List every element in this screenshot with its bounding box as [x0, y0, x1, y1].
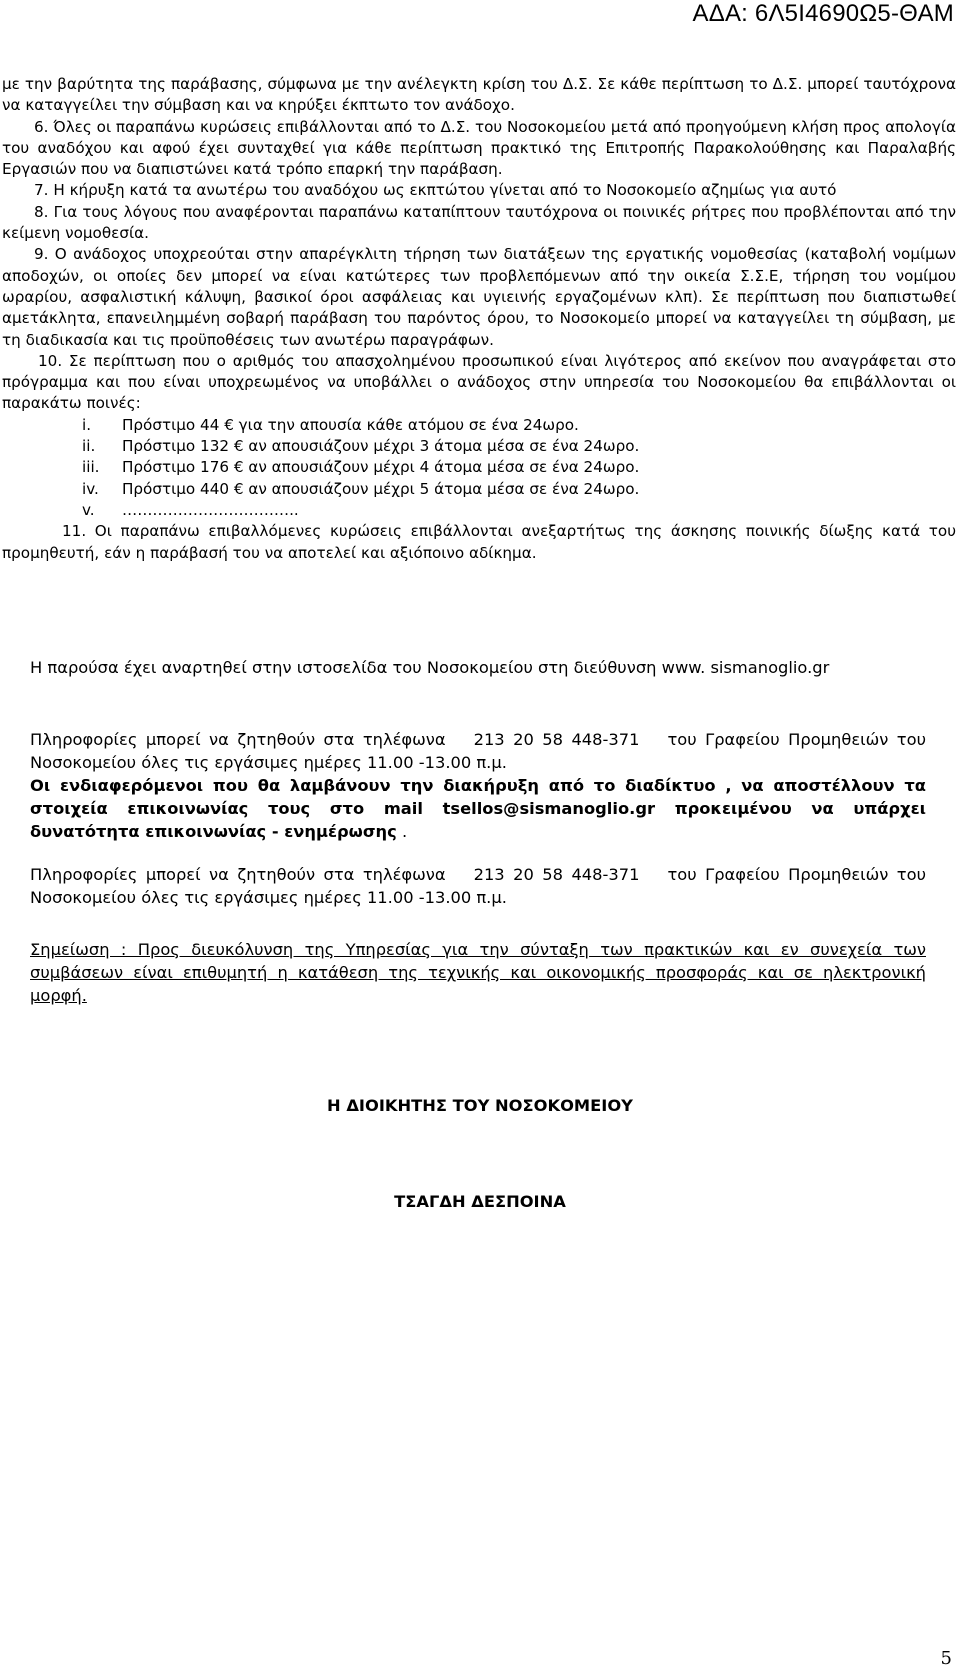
- info-tail: του Γραφείου Προμηθειών του Νοσοκομείου όλες τις εργάσιμες ημέρες 11.00 -13.00 π.μ.: [30, 865, 926, 907]
- list-item: [2, 415, 956, 436]
- info-lead: Πληροφορίες μπορεί να ζητηθούν στα τηλέφωνα: [30, 730, 446, 749]
- penalty-list: [2, 415, 956, 521]
- paragraph-7: 7. Η κήρυξη κατά τα ανωτέρω του αναδόχου ως εκπτώτου γίνεται από το Νοσοκομείο αζημίως για αυτό: [34, 181, 837, 200]
- list-item: [2, 436, 956, 457]
- list-item-number: i.: [82, 415, 92, 434]
- interested-notice: [30, 774, 926, 843]
- list-item-text: Πρόστιμο 176 € αν απουσιάζουν μέχρι 4 άτομα μέσα σε ένα 24ωρο.: [122, 458, 640, 477]
- list-item-text: Πρόστιμο 132 € αν απουσιάζουν μέχρι 3 άτομα μέσα σε ένα 24ωρο.: [122, 437, 640, 456]
- list-item-text: Πρόστιμο 440 € αν απουσιάζουν μέχρι 5 άτομα μέσα σε ένα 24ωρο.: [122, 479, 640, 498]
- info-text: [30, 728, 926, 774]
- note-text: Σημείωση : Προς διευκόλυνση της Υπηρεσίας για την σύνταξη των πρακτικών και εν συνεχεία των συμβάσεων είναι επιθυμητή η κατάθεση της τεχνικής και οικονομικής προσφοράς και σε ηλεκτρονική μορφή.: [30, 940, 926, 1005]
- list-item-text: Πρόστιμο 44 € για την απουσία κάθε ατόμου σε ένα 24ωρο.: [122, 415, 579, 434]
- list-item-number: iv.: [82, 479, 99, 498]
- ada-code: ΑΔΑ: 6Λ5Ι4690Ω5-ΘΑΜ: [692, 0, 954, 27]
- info-phone: 213 20 58 448-371: [473, 730, 640, 749]
- list-item-number: iii.: [82, 458, 100, 477]
- info-block-1: [30, 728, 926, 843]
- interested-bold: Οι ενδιαφερόμενοι που θα λαμβάνουν την διακήρυξη από το διαδίκτυο , να αποστέλλουν τα στοιχεία επικοινωνίας τους στο mail tsellos@sismanoglio.gr προκειμένου να υπάρχει δυνατότητα επικοινωνίας - ενημέρωσης: [30, 776, 926, 841]
- interested-tail: .: [396, 822, 408, 841]
- info-block-2: [30, 863, 926, 909]
- paragraph-9: 9. Ο ανάδοχος υποχρεούται στην απαρέγκλιτη τήρηση των διατάξεων της εργατικής νομοθεσίας (καταβολή νομίμων αποδοχών, οι οποίες δεν μπορεί να είναι κατώτερες των προβλεπόμενων από την οικεία Σ.Σ.Ε, τήρηση του νομίμου ωραρίου, ασφαλιστική κάλυψη, βασικοί όροι ασφάλειας και υγιεινής εργαζομένων κλπ). Σε περίπτωση που διαπιστωθεί αμετάκλητα, επανειλημμένη σοβαρή παράβαση του παρόντος όρου, το Νοσοκομείο μπορεί να καταγγείλει τη σύμβαση, με τη διαδικασία και τις προϋποθέσεις των ανωτέρω παραγράφων.: [2, 245, 956, 349]
- list-item: [2, 479, 956, 500]
- posting-text: Η παρούσα έχει αναρτηθεί στην ιστοσελίδα του Νοσοκομείου στη διεύθυνση www. sismanoglio.gr: [30, 658, 830, 677]
- signatory-name: ΤΣΑΓΔΗ ΔΕΣΠΟΙΝΑ: [394, 1192, 566, 1211]
- page-number: 5: [940, 1648, 952, 1669]
- paragraph-6: 6. Όλες οι παραπάνω κυρώσεις επιβάλλονται από το Δ.Σ. του Νοσοκομείου μετά από προηγούμενη κλήση προς απολογία του αναδόχου και αφού έχει συνταχθεί για κάθε περίπτωση πρακτικό της Επιτροπής Παρακολούθησης και Παραλαβής Εργασιών που να διαπιστώνει κατά τρόπο επαρκή την παράβαση.: [2, 117, 956, 179]
- list-item-text: ……………………………..: [122, 500, 299, 519]
- info-lead: Πληροφορίες μπορεί να ζητηθούν στα τηλέφωνα: [30, 865, 446, 884]
- info-tail: του Γραφείου Προμηθειών του Νοσοκομείου όλες τις εργάσιμες ημέρες 11.00 -13.00 π.μ.: [30, 730, 926, 772]
- note-block: [30, 938, 926, 1007]
- terms-body: [2, 74, 956, 564]
- list-item: [2, 500, 956, 521]
- paragraph-intro: με την βαρύτητα της παράβασης, σύμφωνα με την ανέλεγκτη κρίση του Δ.Σ. Σε κάθε περίπτωση το Δ.Σ. μπορεί ταυτόχρονα να καταγγείλει την σύμβαση και να κηρύξει έκπτωτο τον ανάδοχο.: [2, 75, 956, 115]
- info-phone: 213 20 58 448-371: [473, 865, 640, 884]
- list-item-number: ii.: [82, 437, 96, 456]
- list-item-number: v.: [82, 500, 95, 519]
- paragraph-11: 11. Οι παραπάνω επιβαλλόμενες κυρώσεις επιβάλλονται ανεξαρτήτως της άσκησης ποινικής δίωξης κατά του προμηθευτή, εάν η παράβασή του να αποτελεί και αξιόποινο αδίκημα.: [2, 522, 956, 562]
- signatory-title: Η ΔΙΟΙΚΗΤΗΣ ΤΟΥ ΝΟΣΟΚΟΜΕΙΟΥ: [327, 1096, 633, 1115]
- info-text: [30, 863, 926, 909]
- list-item: [2, 457, 956, 478]
- paragraph-10: 10. Σε περίπτωση που ο αριθμός του απασχολημένου προσωπικού είναι λιγότερος από εκείνον που αναγράφεται στο πρόγραμμα και που είναι υποχρεωμένος να υποβάλλει ο ανάδοχος στην υπηρεσία του Νοσοκομείου θα επιβάλλονται οι παρακάτω ποινές:: [2, 351, 956, 413]
- paragraph-8: 8. Για τους λόγους που αναφέρονται παραπάνω καταπίπτουν ταυτόχρονα οι ποινικές ρήτρες που προβλέπονται από την κείμενη νομοθεσία.: [2, 202, 956, 243]
- posting-notice: [30, 656, 926, 679]
